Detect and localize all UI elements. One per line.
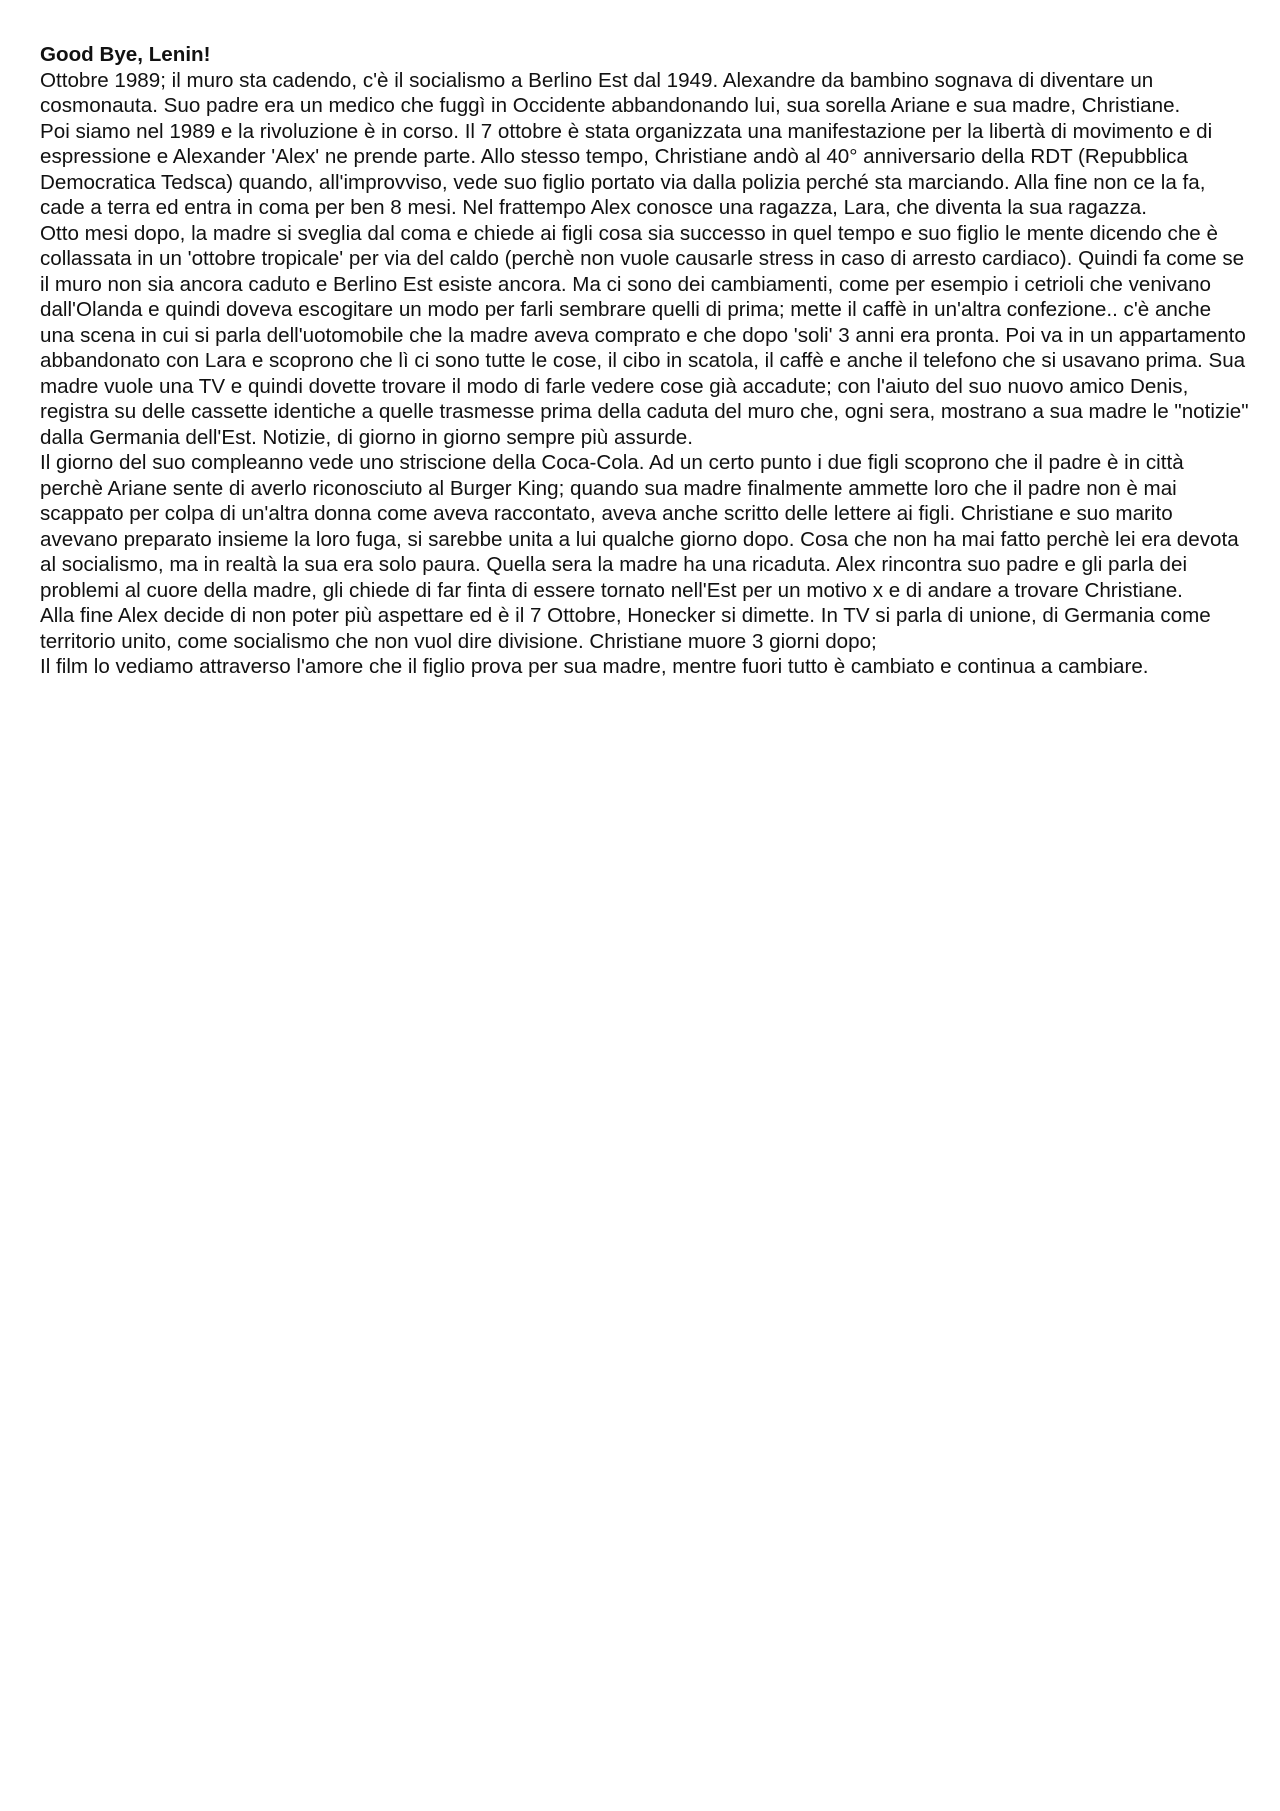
document-title: Good Bye, Lenin! bbox=[40, 43, 211, 66]
document-page bbox=[40, 42, 1250, 680]
paragraph-4: Il giorno del suo compleanno vede uno striscione della Coca-Cola. Ad un certo punto i due figli scoprono che il padre è in città perchè Ariane sente di averlo riconosciuto al Burger King; quando sua madre finalmente ammette loro che il padre non è mai scappato per colpa di un'altra donna come aveva raccontato, aveva anche scritto delle lettere ai figli. Christiane e suo marito avevano preparato insieme la loro fuga, si sarebbe unita a lui qualche giorno dopo. Cosa che non ha mai fatto perchè lei era devota al socialismo, ma in realtà la sua era solo paura. Quella sera la madre ha una ricaduta. Alex rincontra suo padre e gli parla dei problemi al cuore della madre, gli chiede di far finta di essere tornato nell'Est per un motivo x e di andare a trovare Christiane. bbox=[40, 451, 1239, 602]
paragraph-6: Il film lo vediamo attraverso l'amore che il figlio prova per sua madre, mentre fuori tutto è cambiato e continua a cambiare. bbox=[40, 655, 1149, 678]
paragraph-2: Poi siamo nel 1989 e la rivoluzione è in corso. Il 7 ottobre è stata organizzata una manifestazione per la libertà di movimento e di espressione e Alexander 'Alex' ne prende parte. Allo stesso tempo, Christiane andò al 40° anniversario della RDT (Repubblica Democratica Tedsca) quando, all'improvviso, vede suo figlio portato via dalla polizia perché sta marciando. Alla fine non ce la fa, cade a terra ed entra in coma per ben 8 mesi. Nel frattempo Alex conosce una ragazza, Lara, che diventa la sua ragazza. bbox=[40, 119, 1213, 219]
paragraph-5: Alla fine Alex decide di non poter più aspettare ed è il 7 Ottobre, Honecker si dimette. In TV si parla di unione, di Germania come territorio unito, come socialismo che non vuol dire divisione. Christiane muore 3 giorni dopo; bbox=[40, 604, 1211, 653]
paragraph-3: Otto mesi dopo, la madre si sveglia dal coma e chiede ai figli cosa sia successo in quel tempo e suo figlio le mente dicendo che è collassata in un 'ottobre tropicale' per via del caldo (perchè non vuole causarle stress in caso di arresto cardiaco). Quindi fa come se il muro non sia ancora caduto e Berlino Est esiste ancora. Ma ci sono dei cambiamenti, come per esempio i cetrioli che venivano dall'Olanda e quindi doveva escogitare un modo per farli sembrare quelli di prima; mette il caffè in un'altra confezione.. c'è anche una scena in cui si parla dell'uotomobile che la madre aveva comprato e che dopo 'soli' 3 anni era pronta. Poi va in un appartamento abbandonato con Lara e scoprono che lì ci sono tutte le cose, il cibo in scatola, il caffè e anche il telefono che si usavano prima. Sua madre vuole una TV e quindi dovette trovare il modo di farle vedere cose già accadute; con l'aiuto del suo nuovo amico Denis, registra su delle cassette identiche a quelle trasmesse prima della caduta del muro che, ogni sera, mostrano a sua madre le "notizie" dalla Germania dell'Est. Notizie, di giorno in giorno sempre più assurde. bbox=[40, 221, 1249, 449]
paragraph-1: Ottobre 1989; il muro sta cadendo, c'è il socialismo a Berlino Est dal 1949. Alexandre da bambino sognava di diventare un cosmonauta. Suo padre era un medico che fuggì in Occidente abbandonando lui, sua sorella Ariane e sua madre, Christiane. bbox=[40, 68, 1181, 117]
